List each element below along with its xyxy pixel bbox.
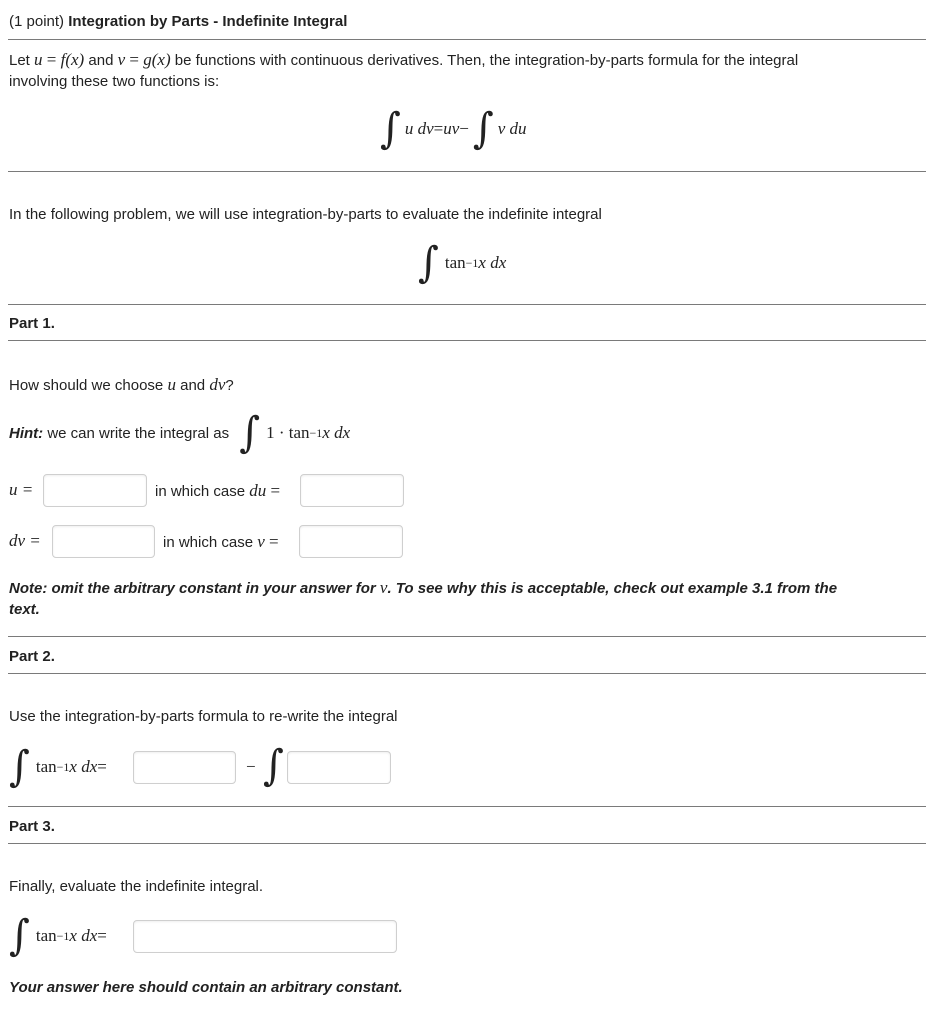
divider: [8, 843, 926, 844]
divider: [8, 340, 926, 341]
integral-sign: ∫: [239, 408, 261, 458]
part2-uv-input[interactable]: [133, 751, 236, 784]
integral-sign: ∫: [263, 741, 284, 791]
u-input[interactable]: [43, 474, 147, 507]
integral-sign: ∫: [418, 238, 439, 288]
part3-text: Finally, evaluate the indefinite integral.: [9, 878, 264, 895]
du-label: in which case du =: [155, 481, 281, 500]
part2-text: Use the integration-by-parts formula to re-write the integral: [9, 708, 398, 725]
problem-header: [9, 13, 347, 30]
divider: [8, 171, 926, 172]
integral-sign: ∫: [9, 911, 30, 961]
part1-label: Part 1.: [9, 315, 55, 332]
part2-integral-input[interactable]: [287, 751, 391, 784]
part2-lhs: ∫ tan −1 x dx =: [9, 742, 107, 792]
intro-line-2: involving these two functions is:: [9, 73, 220, 90]
divider: [8, 39, 926, 40]
u-label: u =: [9, 480, 34, 499]
divider: [8, 304, 926, 305]
part3-label: Part 3.: [9, 818, 55, 835]
v-label: in which case v =: [163, 532, 279, 551]
integral-sign: ∫: [380, 104, 401, 154]
part1-question: How should we choose u and dv?: [9, 375, 234, 394]
problem-integral: ∫ tan −1 x dx: [418, 238, 507, 288]
part3-lhs: ∫ tan −1 x dx =: [9, 911, 107, 961]
part1-hint: Hint: we can write the integral as ∫ 1 · tan −1 x dx: [9, 408, 351, 458]
divider: [8, 806, 926, 807]
integral-sign: ∫: [9, 742, 30, 792]
du-input[interactable]: [300, 474, 404, 507]
dv-input[interactable]: [52, 525, 155, 558]
part3-answer-input[interactable]: [133, 920, 397, 953]
divider: [8, 673, 926, 674]
problem-statement: In the following problem, we will use integration-by-parts to evaluate the indefinite integral: [9, 206, 602, 223]
divider: [8, 636, 926, 637]
points-label: (1 point): [9, 13, 65, 30]
part2-label: Part 2.: [9, 648, 55, 665]
v-input[interactable]: [299, 525, 403, 558]
intro-line-1: Let u = f(x) and v = g(x) be functions with continuous derivatives. Then, the integration-by-parts formula for the integral: [9, 50, 799, 69]
part1-note: Note: omit the arbitrary constant in your answer for v. To see why this is acceptable, check out example 3.1 from the: [9, 578, 838, 597]
dv-label: dv =: [9, 531, 41, 550]
problem-title: Integration by Parts - Indefinite Integral: [68, 13, 348, 30]
integral-sign: ∫: [472, 104, 494, 154]
ibp-formula: ∫ u dv = uv − ∫ v du: [380, 104, 527, 154]
part3-note: Your answer here should contain an arbitrary constant.: [9, 979, 403, 996]
minus-sign: −: [246, 757, 256, 776]
part1-note-line-2: text.: [9, 601, 40, 618]
